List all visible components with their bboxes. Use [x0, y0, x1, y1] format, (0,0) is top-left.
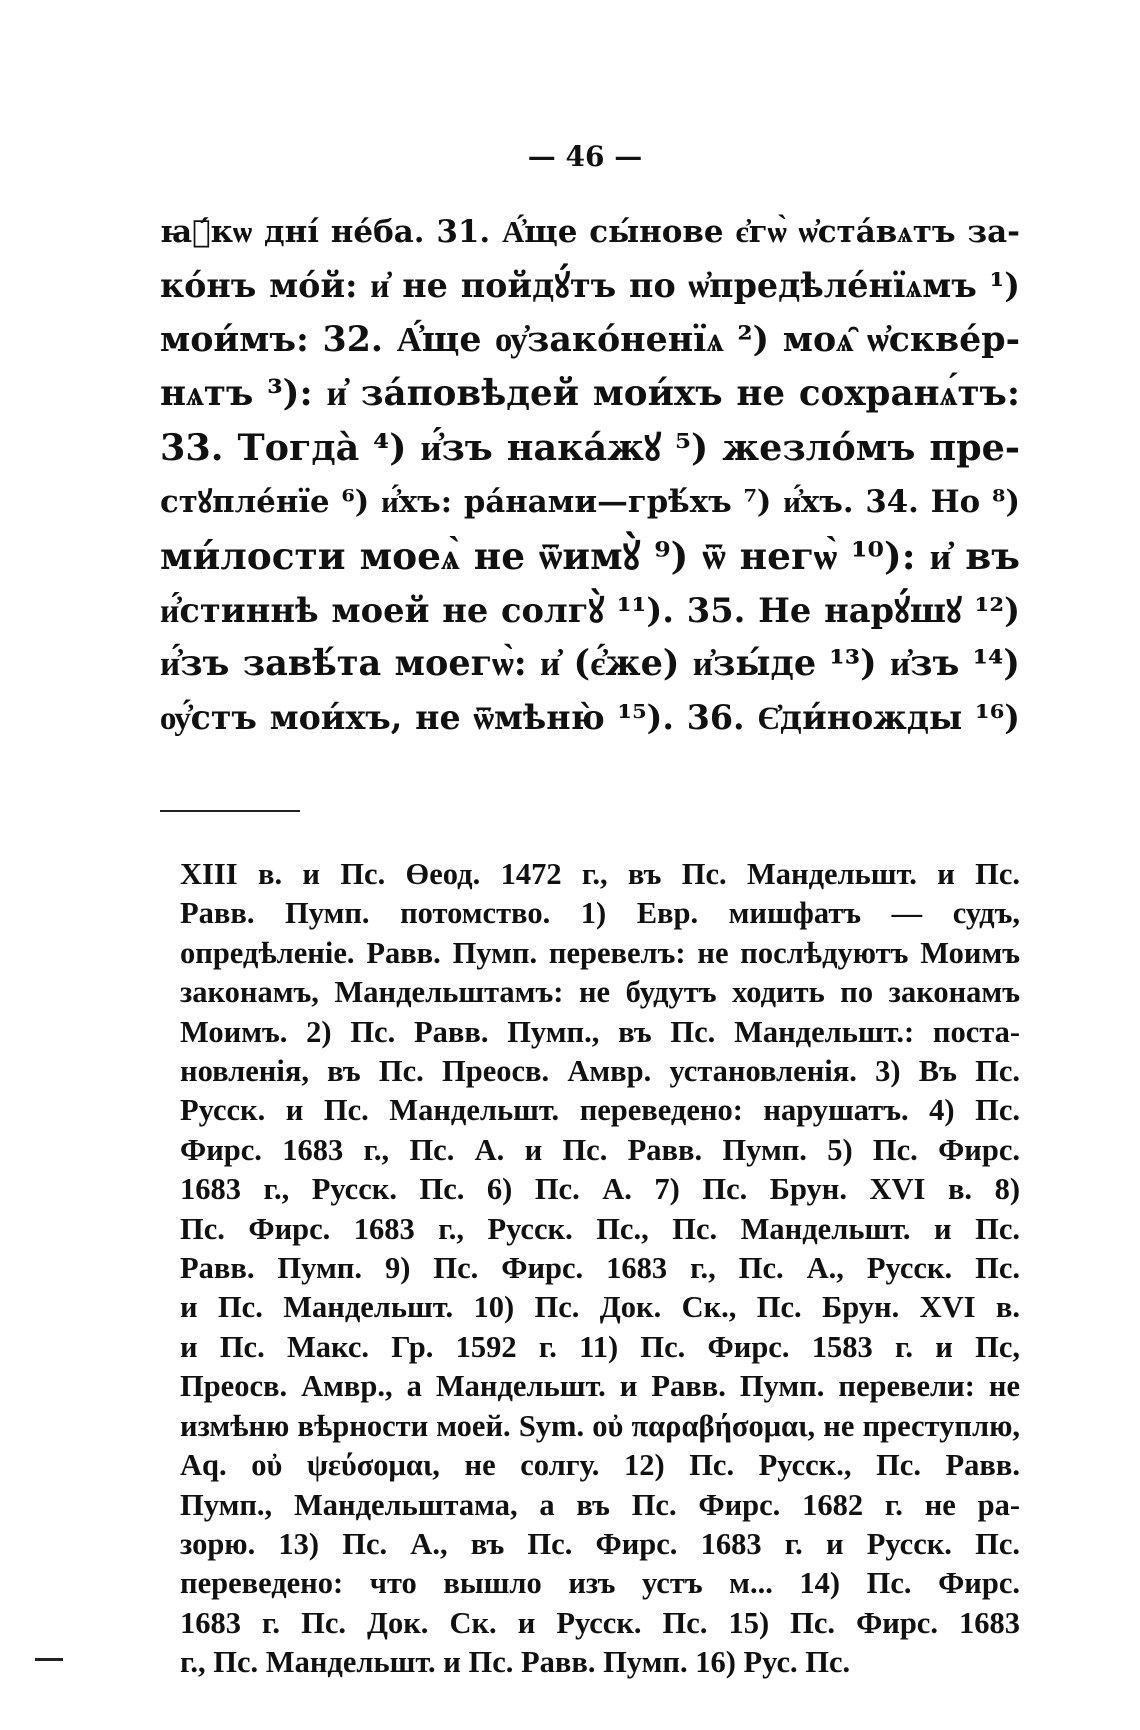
psalm-line: и҆́стиннѣ моей не солгꙋ̀ ¹¹). 35. Не нарꙋ́шꙋ ¹²) [160, 590, 1020, 630]
footnote-line: Равв. Пумп. потомство. 1) Евр. мишфатъ — судъ, [180, 896, 1020, 931]
footnote-line: XIII в. и Пс. Өеод. 1472 г., въ Пс. Мандельшт. и Пс. [180, 857, 1020, 891]
footnote-line: 1683 г., Русск. Пс. 6) Пс. А. 7) Пс. Брун. XVI в. 8) [180, 1172, 1020, 1207]
footnote-line: опредѣленіе. Равв. Пумп. перевелъ: не послѣдуютъ Моимъ [180, 935, 1020, 970]
psalm-text-block [160, 205, 1020, 745]
footnote-line: и Пс. Мандельшт. 10) Пс. Док. Ск., Пс. Брун. XVI в. [180, 1290, 1020, 1325]
footnote-line: новленія, въ Пс. Преосв. Амвр. установленія. 3) Въ Пс. [180, 1054, 1020, 1089]
footnote-line: измѣню вѣрности моей. Sym. οὐ παραβήσομαι, не преступлю, [180, 1408, 1020, 1443]
psalm-line: стꙋпле́нїе ⁶) и҆́хъ: ра́нами—грѣ́хъ ⁷) и҆́хъ. 34. Но ⁸) [160, 484, 1020, 520]
psalm-line: ꙗ҆́кѡ дні́ не́ба. 31. А҆́ще сы́нове є҆гѡ̀ ѡ҆ста́вѧтъ за- [160, 214, 1020, 250]
footnote-line: Фирс. 1683 г., Пс. А. и Пс. Равв. Пумп. 5) Пс. Фирс. [180, 1132, 1020, 1167]
footnote-line: 1683 г. Пс. Док. Ск. и Русск. Пс. 15) Пс. Фирс. 1683 [180, 1605, 1020, 1640]
psalm-line: нѧтъ ³): и҆ за́повѣдей мои́хъ не сохранѧ́тъ: [160, 373, 1020, 414]
page-number: — 46 — [527, 140, 643, 173]
footnote-line: Моимъ. 2) Пс. Равв. Пумп., въ Пс. Мандельшт.: поста- [180, 1014, 1020, 1049]
footnote-line: переведено: что вышло изъ устъ м... 14) Пс. Фирс. [180, 1566, 1020, 1601]
footnote-line: Aq. οὐ ψεύσομαι, не солгу. 12) Пс. Русск., Пс. Равв. [180, 1448, 1020, 1483]
footnote-line: Преосв. Амвр., а Мандельшт. и Равв. Пумп. перевели: не [180, 1369, 1020, 1404]
psalm-line: ко́нъ мо́й: и҆ не пойдꙋ́тъ по ѡ҆предѣле́нїѧмъ ¹) [160, 266, 1020, 305]
book-page [150, 0, 1020, 1730]
footnote-line: г., Пс. Мандельшт. и Пс. Равв. Пумп. 16) Рус. Пс. [180, 1645, 851, 1680]
footnote-line: Равв. Пумп. 9) Пс. Фирс. 1683 г., Пс. А., Русск. Пс. [180, 1251, 1020, 1286]
footnote-line: законамъ, Мандельштамъ: не будутъ ходить по законамъ [180, 975, 1020, 1010]
scan-mark [35, 1658, 63, 1661]
footnotes-block [180, 855, 1020, 1683]
footnote-line: Русск. и Пс. Мандельшт. переведено: нарушатъ. 4) Пс. [180, 1093, 1020, 1128]
footnote-line: Пс. Фирс. 1683 г., Русск. Пс., Пс. Мандельшт. и Пс. [180, 1211, 1020, 1246]
footnote-line: и Пс. Макс. Гр. 1592 г. 11) Пс. Фирс. 1583 г. и Пс, [180, 1329, 1020, 1364]
footnote-divider [160, 810, 300, 812]
psalm-line: мои́мъ: 32. А҆́ще ѹ҆зако́ненїѧ ²) моѧ̑ ѡ҆скве́р- [160, 319, 1020, 360]
psalm-line: ми́лости моеѧ̀ не ѿимꙋ̀ ⁹) ѿ негѡ̀ ¹⁰): и҆ въ [160, 534, 1020, 578]
footnote-line: зорю. 13) Пс. А., въ Пс. Фирс. 1683 г. и Русск. Пс. [180, 1526, 1020, 1561]
footnote-line: Пумп., Мандельштама, а въ Пс. Фирс. 1682 г. не ра- [180, 1487, 1020, 1522]
psalm-line: и҆́зъ завѣ́та моегѡ̀: и҆ (є҆́же) и҆зы́де ¹³) и҆зъ ¹⁴) [160, 643, 1020, 684]
psalm-line: ѹ҆́стъ мои́хъ, не ѿмѣню̀ ¹⁵). 36. Є҆ди́ножды ¹⁶) [160, 698, 1020, 737]
psalm-line: 33. Тогда̀ ⁴) и҆́зъ нака́жꙋ ⁵) жезло́мъ пре- [160, 426, 1020, 469]
